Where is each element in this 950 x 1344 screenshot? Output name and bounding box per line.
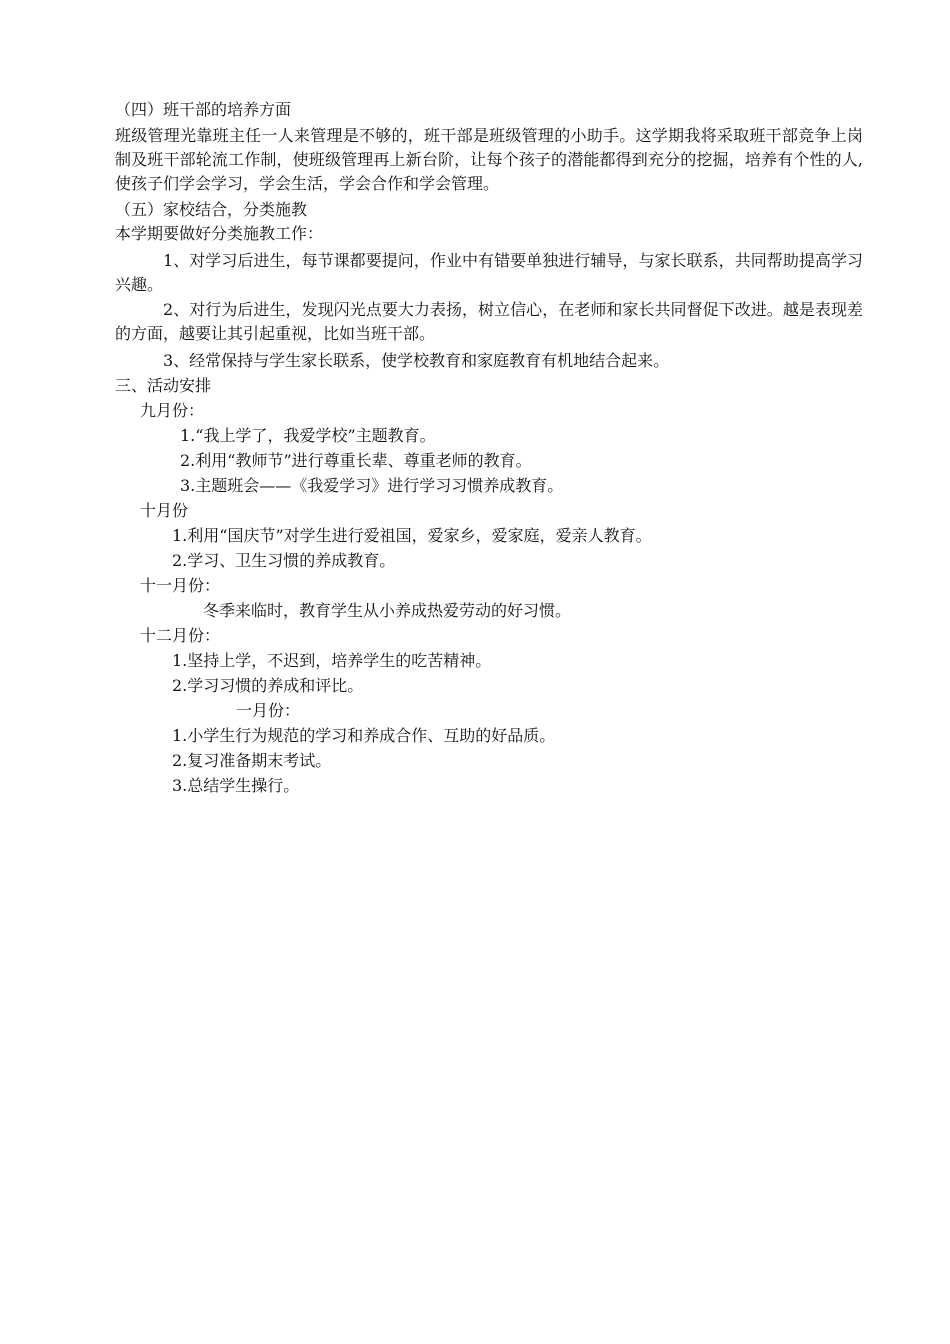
section-heading-class-cadre: （四）班干部的培养方面 xyxy=(115,100,292,119)
month-label-october: 十月份 xyxy=(140,501,189,520)
month-label-december: 十二月份： xyxy=(140,626,221,645)
list-item: 3.主题班会——《我爱学习》进行学习习惯养成教育。 xyxy=(180,476,564,495)
list-item: 2、对行为后进生，发现闪光点要大力表扬，树立信心，在老师和家长共同督促下改进。越是表现差的方面，越要让其引起重视，比如当班干部。 xyxy=(115,300,863,343)
month-label-november: 十一月份： xyxy=(140,576,221,595)
paragraph-intro: 本学期要做好分类施教工作： xyxy=(115,224,324,243)
list-item: 1.利用“国庆节”对学生进行爱祖国，爱家乡，爱家庭，爱亲人教育。 xyxy=(172,526,652,545)
paragraph-class-cadre: 班级管理光靠班主任一人来管理是不够的，班干部是班级管理的小助手。这学期我将采取班干部竞争上岗制及班干部轮流工作制，使班级管理再上新台阶，让每个孩子的潜能都得到充分的挖掘，培养有个性的人,使孩子们学会学习，学会生活，学会合作和学会管理。 xyxy=(115,126,863,193)
list-item: 3.总结学生操行。 xyxy=(172,776,300,795)
month-label-january: 一月份： xyxy=(236,701,301,720)
list-item: 1、对学习后进生，每节课都要提问，作业中有错要单独进行辅导，与家长联系，共同帮助提高学习兴趣。 xyxy=(115,251,863,294)
list-item: 2.复习准备期末考试。 xyxy=(172,751,332,770)
list-item: 1.“我上学了，我爱学校”主题教育。 xyxy=(180,426,436,445)
list-item: 3、经常保持与学生家长联系，使学校教育和家庭教育有机地结合起来。 xyxy=(163,351,670,370)
month-label-september: 九月份： xyxy=(140,401,205,420)
list-item: 1.小学生行为规范的学习和养成合作、互助的好品质。 xyxy=(172,726,556,745)
list-item: 1.坚持上学，不迟到，培养学生的吃苦精神。 xyxy=(172,651,492,670)
list-item: 2.学习、卫生习惯的养成教育。 xyxy=(172,551,396,570)
section-heading-home-school: （五）家校结合，分类施教 xyxy=(115,200,308,219)
list-item: 2.利用“教师节”进行尊重长辈、尊重老师的教育。 xyxy=(180,451,532,470)
list-item: 冬季来临时，教育学生从小养成热爱劳动的好习惯。 xyxy=(203,601,572,620)
list-item: 2.学习习惯的养成和评比。 xyxy=(172,676,364,695)
section-heading-activities: 三、活动安排 xyxy=(115,376,212,395)
